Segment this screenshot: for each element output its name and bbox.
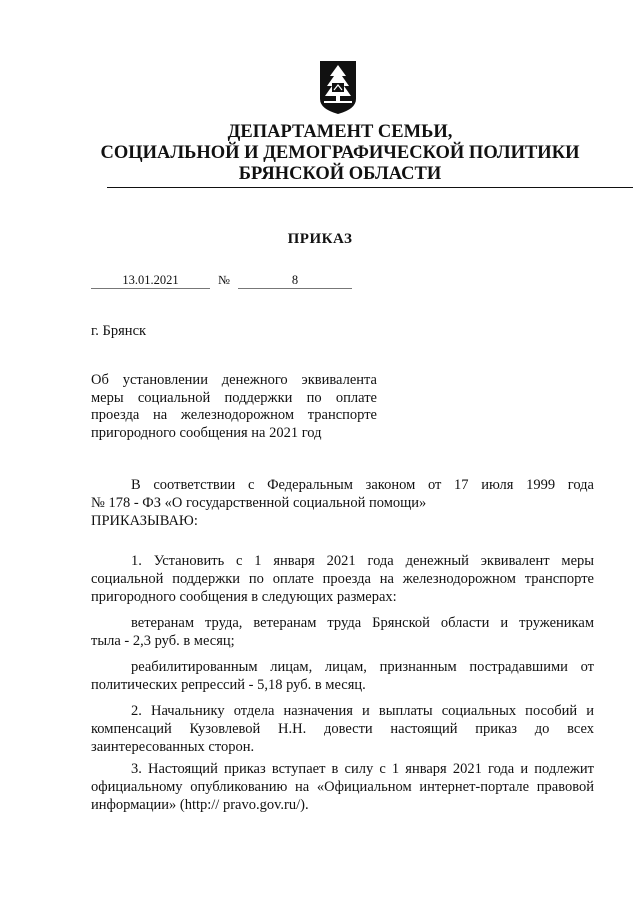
- order-word: [91, 512, 594, 530]
- item-1-line: 1. Установить с 1 января 2021 года денежный эквивалент меры: [131, 553, 594, 569]
- item-1a-line: тыла - 2,3 руб. в месяц;: [91, 633, 235, 649]
- item-1-line: пригородного сообщения в следующих размерах:: [91, 589, 397, 605]
- item-1a-line: ветеранам труда, ветеранам труда Брянской области и труженикам: [131, 615, 594, 631]
- item-2-paragraph: [91, 702, 594, 756]
- item-1a-paragraph: [91, 614, 594, 650]
- order-date: 13.01.2021: [91, 272, 210, 289]
- item-3-line: официальному опубликованию на «Официальном интернет-портале правовой: [91, 779, 594, 795]
- item-1-paragraph: [91, 552, 594, 606]
- order-body: [91, 476, 594, 814]
- department-title-line: БРЯНСКОЙ ОБЛАСТИ: [238, 164, 442, 184]
- preamble-paragraph: [91, 476, 594, 512]
- item-1b-line: политических репрессий - 5,18 руб. в месяц.: [91, 677, 366, 693]
- item-3-line: информации» (http:// pravo.gov.ru/).: [91, 797, 309, 813]
- department-title: [100, 122, 580, 185]
- preamble-line: В соответствии с Федеральным законом от 17 июля 1999 года: [131, 477, 594, 493]
- subject-line: меры социальной поддержки по оплате: [91, 389, 377, 406]
- subject-line: пригородного сообщения на 2021 год: [91, 424, 322, 441]
- item-1-line: социальной поддержки по оплате проезда на железнодорожном транспорте: [91, 571, 594, 587]
- order-number: 8: [238, 272, 352, 289]
- item-3-paragraph: [91, 760, 594, 814]
- header-divider: [107, 187, 633, 188]
- subject-line: проезда на железнодорожном транспорте: [91, 407, 377, 423]
- item-1b-line: реабилитированным лицам, лицам, признанным пострадавшими от: [131, 659, 594, 675]
- item-3-line: 3. Настоящий приказ вступает в силу с 1 января 2021 года и подлежит: [131, 761, 594, 777]
- item-2-line: компенсаций Кузовлевой Н.Н. довести настоящий приказ до всех: [91, 721, 594, 737]
- department-title-line: ДЕПАРТАМЕНТ СЕМЬИ,: [227, 122, 453, 142]
- order-subject: [91, 372, 377, 442]
- order-title: ПРИКАЗ: [287, 231, 353, 247]
- order-word-text: ПРИКАЗЫВАЮ:: [91, 513, 198, 529]
- subject-line: Об установлении денежного эквивалента: [91, 372, 377, 388]
- order-city: г. Брянск: [91, 323, 147, 339]
- preamble-line: № 178 - ФЗ «О государственной социальной помощи»: [91, 495, 427, 511]
- bryansk-coat-of-arms-icon: [318, 59, 358, 115]
- item-2-line: заинтересованных сторон.: [91, 739, 255, 755]
- item-1b-paragraph: [91, 658, 594, 694]
- order-number-sign: №: [218, 273, 230, 287]
- department-title-line: СОЦИАЛЬНОЙ И ДЕМОГРАФИЧЕСКОЙ ПОЛИТИКИ: [100, 143, 580, 163]
- item-2-line: 2. Начальнику отдела назначения и выплаты социальных пособий и: [131, 703, 594, 719]
